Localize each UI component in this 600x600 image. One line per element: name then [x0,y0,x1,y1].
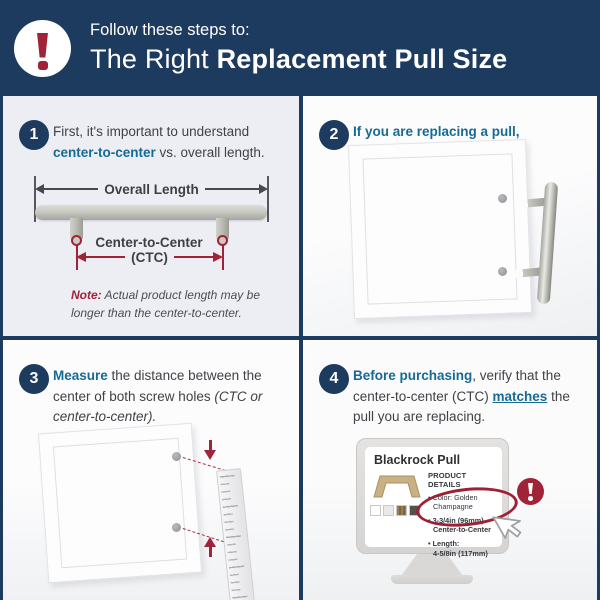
step1-text-part1: First, it's important to understand [53,124,250,139]
screw-hole-bottom [498,267,507,276]
detail-ctc: • 3-3/4in (96mm) Center-to-Center [428,516,491,535]
header-title-bold: Replacement Pull Size [216,44,508,74]
step4-text-bold1: Before purchasing [353,368,473,383]
door-inner-frame [53,438,187,568]
step1-text [53,122,285,163]
thumbnail-3[interactable] [396,505,407,516]
detail-length: • Length: 4-5/8in (117mm) [428,539,488,558]
ruler-major-ticks [220,475,248,599]
step4-number-badge: 4 [319,364,349,394]
removed-pull-illustration [537,182,558,305]
step4-panel [303,340,597,600]
product-thumbnails[interactable] [370,505,420,516]
step3-text-bold: Measure [53,368,108,383]
header [0,0,600,96]
ctc-label: Center-to-Center [95,235,203,250]
ruler-illustration [216,468,255,600]
cabinet-door [348,139,532,319]
header-text [90,21,507,75]
step1-text-part2: vs. overall length. [155,144,265,160]
red-arrow-left-icon [76,252,86,262]
alert-exclamation-badge-icon [517,478,544,505]
step4-text-matches: matches [492,388,548,404]
step2-number-badge: 2 [319,120,349,150]
product-image-pull [369,471,425,499]
product-details-heading: PRODUCT DETAILS [428,471,467,489]
exclamation-dot [38,61,48,70]
red-arrow-right-icon [213,252,223,262]
step3-text [53,366,265,428]
note-body: Actual product length may be longer than the center-to-center. [71,288,260,320]
arrow-right-icon [259,184,268,194]
step1-panel [3,96,299,336]
thumbnail-1[interactable] [370,505,381,516]
monitor-base [391,575,473,584]
step4-text [353,366,589,428]
door-inner-frame [362,153,517,304]
step3-panel [3,340,299,600]
overall-length-dimension-arrow [35,183,268,195]
step3-number-badge: 3 [19,364,49,394]
ctc-dimension-arrow [76,251,223,263]
exclamation-bar [37,33,48,58]
step3-text-italic: (CTC or center-to-center). [53,388,263,425]
alert-exclamation-icon [14,20,71,77]
overall-length-label: Overall Length [104,181,199,197]
step1-number-badge: 1 [19,120,49,150]
step3-text-regular: the distance between the center of both screw holes [53,368,262,404]
screw-hole-top [498,194,507,203]
detail-color: • Color: Golden Champagne [428,493,478,512]
cabinet-door [38,423,202,583]
measure-arrow-down-icon [204,440,216,460]
step2-panel [303,96,597,336]
product-title: Blackrock Pull [374,453,461,467]
header-title-regular: The Right [90,44,217,74]
note-label: Note: [71,288,102,302]
screw-hole-top [172,452,181,461]
note-text [71,286,277,322]
step4-text-regular1: , verify that the center-to-center (CTC) [353,368,561,404]
step4-text-regular2: the pull you are replacing. [353,388,570,425]
measure-arrow-up-icon [204,537,216,557]
thumbnail-2[interactable] [383,505,394,516]
step1-text-bold: center-to-center [53,144,156,160]
ctc-abbr-label: (CTC) [131,249,168,265]
screw-hole-bottom [172,523,181,532]
header-subtitle: Follow these steps to: [90,21,250,39]
step2-text-bold: If you are replacing a pull, [353,124,520,139]
arrow-left-icon [35,184,44,194]
header-title [90,44,507,75]
